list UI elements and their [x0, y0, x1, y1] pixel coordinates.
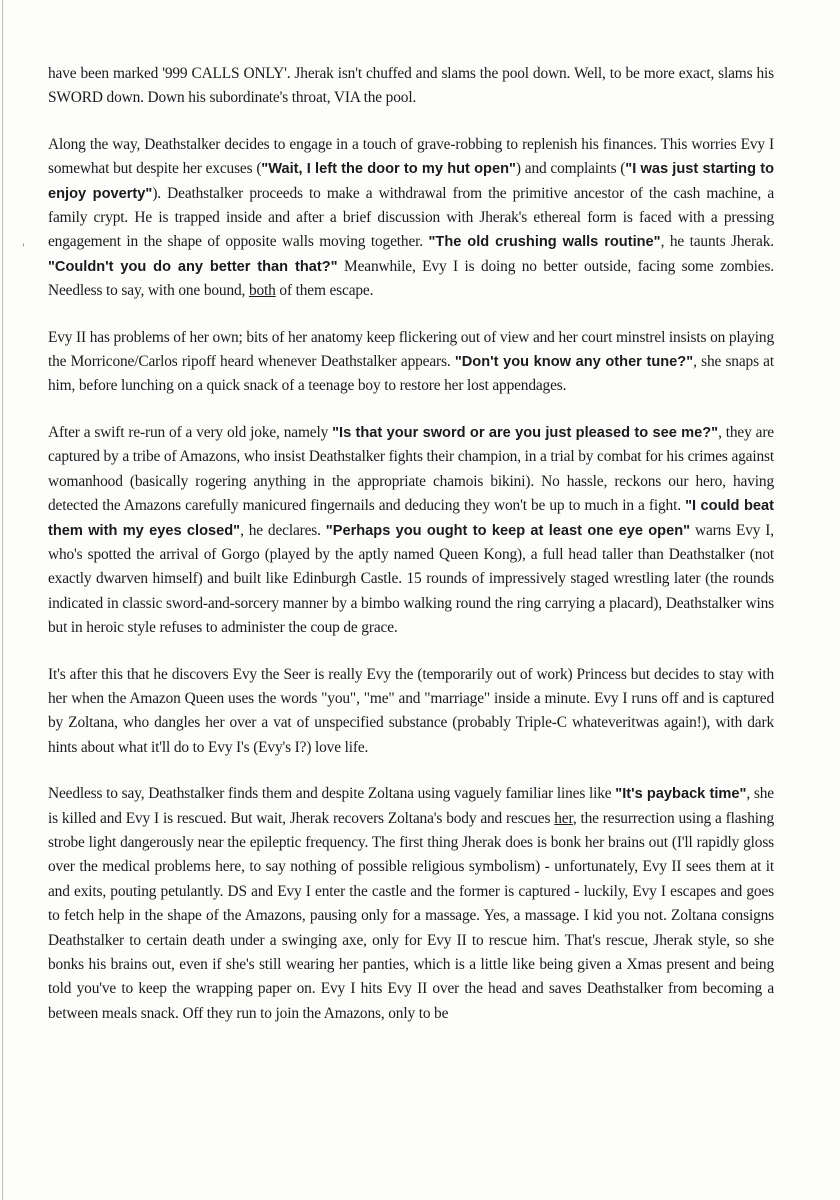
bold-quote: "I was just starting to enjoy poverty" [48, 161, 774, 202]
text-run: It's after this that he discovers Evy the Seer is really Evy the (temporarily out of work) Princess but decides to stay with her when the Amazon Queen uses the words "you", "me" and "marriage" inside a minute. Evy I runs off and is captured by Zoltana, who dangles her over a vat of unspecified substance (probably Triple-C whateveritwas again!), with dark hints about what it'll do to Evy I's (Evy's I?) love life. [48, 665, 774, 756]
text-run: Evy II has problems of her own; bits of her anatomy keep flickering out of view and her court minstrel insists on playing the Morricone/Carlos ripoff heard whenever Deathstalker appears. [48, 328, 774, 371]
paragraph [48, 62, 774, 111]
text-run: ) and complaints ( [515, 160, 626, 178]
text-run: , she is killed and Evy I is rescued. But wait, Jherak recovers Zoltana's body and rescues [48, 785, 774, 827]
bold-quote: "Wait, I left the door to my hut open" [261, 161, 516, 178]
bold-quote: "Don't you know any other tune?" [454, 354, 694, 371]
bold-quote: "Is that your sword or are you just pleased to see me?" [332, 424, 719, 441]
text-run: have been marked '999 CALLS ONLY'. Jherak isn't chuffed and slams the pool down. Well, to be more exact, slams his SWORD down. Down his subordinate's throat, VIA the pool. [48, 65, 774, 107]
text-run: Meanwhile, Evy I is doing no better outside, facing some zombies. Needless to say, with one bound, [48, 257, 775, 300]
bold-quote: "Couldn't you do any better than that?" [48, 258, 338, 275]
paragraph [48, 133, 774, 304]
text-run: , she snaps at him, before lunching on a quick snack of a teenage boy to restore her lost appendages. [48, 353, 774, 395]
text-run: , he declares. [240, 521, 326, 539]
bold-quote: "It's payback time" [615, 786, 747, 803]
underlined-text: her [554, 809, 573, 827]
text-run: After a swift re-run of a very old joke, namely [48, 423, 333, 441]
paragraph [48, 421, 774, 641]
text-run: Along the way, Deathstalker decides to engage in a touch of grave-robbing to replenish his finances. This worries Evy I somewhat but despite her excuses ( [48, 135, 774, 178]
paragraph [48, 782, 774, 1026]
text-run: ). Deathstalker proceeds to make a withdrawal from the primitive ancestor of the cash machine, a family crypt. He is trapped inside and after a brief discussion with Jherak's ethereal form is faced with a pressing engagement in the shape of opposite walls moving together. [48, 184, 774, 251]
page-edge [2, 0, 3, 1200]
underlined-text: both [248, 282, 276, 300]
text-run: , he taunts Jherak. [660, 233, 774, 251]
text-run: warns Evy I, who's spotted the arrival of Gorgo (played by the aptly named Queen Kong), a full head taller than Deathstalker (not exactly dwarven himself) and built like Edinburgh Castle. 15 rounds of impressively staged wrestling later (the rounds indicated in classic sword-and-sorcery manner by a bimbo walking round the ring carrying a placard), Deathstalker wins but in heroic style refuses to administer the coup de grace. [48, 521, 774, 637]
text-run: of them escape. [275, 282, 374, 300]
text-run: , they are captured by a tribe of Amazons, who insist Deathstalker fights their champion, in a trial by combat for his crimes against womanhood (basically rogering anything in the appropriate chamois bikini). No hassle, reckons our hero, having detected the Amazons carefully manicured fingernails and deducing they won't be up to much in a fight. [48, 423, 774, 515]
bold-quote: "The old crushing walls routine" [428, 234, 661, 251]
text-run: Needless to say, Deathstalker finds them and despite Zoltana using vaguely familiar lines like [48, 785, 616, 803]
paragraph [48, 663, 774, 761]
stray-mark: , [22, 236, 26, 248]
bold-quote: "I could beat them with my eyes closed" [48, 498, 774, 539]
text-run: , the resurrection using a flashing strobe light dangerously near the epileptic frequency. The first thing Jherak does is bonk her brains out (I'll rapidly gloss over the medical problems here, to say nothing of possible religious symbolism) - unfortunately, Evy II sees them at it and exits, pouting petulantly. DS and Evy I enter the castle and the former is captured - luckily, Evy I escapes and goes to fetch help in the shape of the Amazons, pausing only for a massage. Yes, a massage. I kid you not. Zoltana consigns Deathstalker to certain death under a swinging axe, only for Evy II to rescue him. That's rescue, Jherak style, so she bonks his brains out, even if she's still wearing her panties, which is a little like being given a Xmas present and being told you've to keep the wrapping paper on. Evy I hits Evy II over the head and saves Deathstalker from becoming a between meals snack. Off they run to join the Amazons, only to be [48, 809, 775, 1022]
document-body [48, 62, 774, 1048]
bold-quote: "Perhaps you ought to keep at least one eye open" [325, 522, 691, 539]
paragraph [48, 326, 774, 399]
